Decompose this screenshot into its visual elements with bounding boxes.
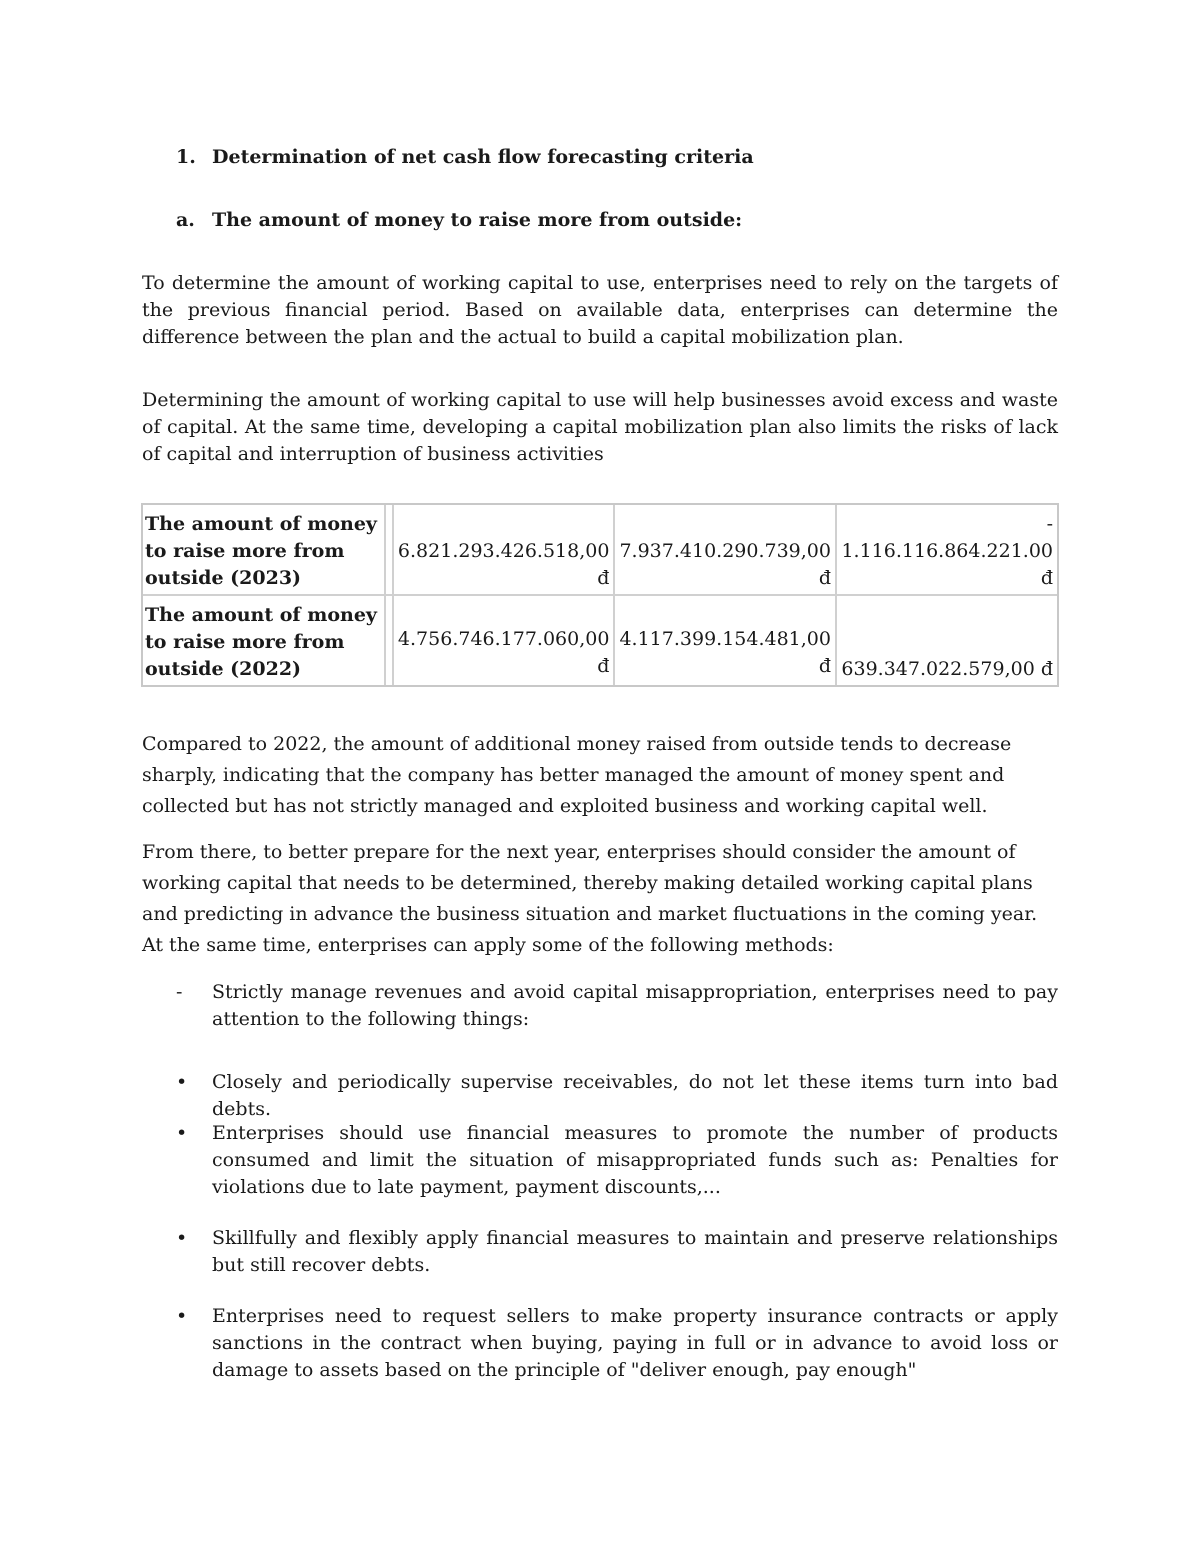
section-title: Determination of net cash flow forecasting criteria <box>212 146 754 168</box>
paragraph-recommendation: From there, to better prepare for the next year, enterprises should consider the amount of working capital that needs to be determined, thereby making detailed working capital plans and predicting in advance the business situation and market fluctuations in the coming year. At the same time, enterprises can apply some of the following methods: <box>142 841 1038 956</box>
paragraph-purpose: Determining the amount of working capital to use will help businesses avoid excess and waste of capital. At the same time, developing a capital mobilization plan also limits the risks of lack of capital and interruption of business activities <box>142 389 1058 465</box>
section-heading <box>176 145 754 169</box>
external-funding-table <box>141 503 1059 687</box>
list-item-text: Closely and periodically supervise receivables, do not let these items turn into bad debts. <box>212 1071 1058 1120</box>
list-item <box>142 1225 1058 1279</box>
dash-marker: - <box>176 981 183 1003</box>
bullet-icon: • <box>176 1122 188 1144</box>
table-row <box>143 505 1057 596</box>
bullet-icon: • <box>176 1227 188 1249</box>
subsection-heading <box>176 208 742 232</box>
bullet-icon: • <box>176 1305 188 1327</box>
list-item-text: Strictly manage revenues and avoid capital misappropriation, enterprises need to pay attention to the following things: <box>212 981 1058 1030</box>
bullet-icon: • <box>176 1071 188 1093</box>
table-cell: - 1.116.116.864.221.00 đ <box>837 505 1057 596</box>
subsection-title: The amount of money to raise more from outside: <box>212 209 743 231</box>
list-item-text: Enterprises should use financial measures to promote the number of products consumed and limit the situation of misappropriated funds such as: Penalties for violations due to late payment, payment discounts,... <box>212 1122 1058 1198</box>
table-cell: 6.821.293.426.518,00 đ <box>394 505 616 596</box>
dash-list-item <box>142 979 1058 1033</box>
table-cell: 4.117.399.154.481,00 đ <box>615 596 837 685</box>
list-item-text: Enterprises need to request sellers to make property insurance contracts or apply sanctions in the contract when buying, paying in full or in advance to avoid loss or damage to assets based on the principle of "deliver enough, pay enough" <box>212 1305 1058 1381</box>
spacer-cell <box>386 505 394 596</box>
list-item <box>142 1069 1058 1123</box>
paragraph-intro: To determine the amount of working capital to use, enterprises need to rely on the targets of the previous financial period. Based on available data, enterprises can determine the difference between the plan and the actual to build a capital mobilization plan. <box>142 272 1058 348</box>
section-number: 1. <box>176 146 196 168</box>
subsection-letter: a. <box>176 209 195 231</box>
table-cell: 4.756.746.177.060,00 đ <box>394 596 616 685</box>
row-label: The amount of money to raise more from outside (2023) <box>143 505 386 596</box>
list-item <box>142 1303 1058 1384</box>
table-cell: 639.347.022.579,00 đ <box>841 658 1053 680</box>
spacer-cell <box>386 596 394 685</box>
paragraph-comparison: Compared to 2022, the amount of additional money raised from outside tends to decrease sharply, indicating that the company has better managed the amount of money spent and collected but has not strictly managed and exploited business and working capital well. <box>142 733 1012 817</box>
row-label: The amount of money to raise more from outside (2022) <box>143 596 386 685</box>
list-item <box>142 1120 1058 1201</box>
list-item-text: Skillfully and flexibly apply financial measures to maintain and preserve relationships but still recover debts. <box>212 1227 1058 1276</box>
table-row <box>143 596 1057 685</box>
table-cell: 7.937.410.290.739,00 đ <box>615 505 837 596</box>
